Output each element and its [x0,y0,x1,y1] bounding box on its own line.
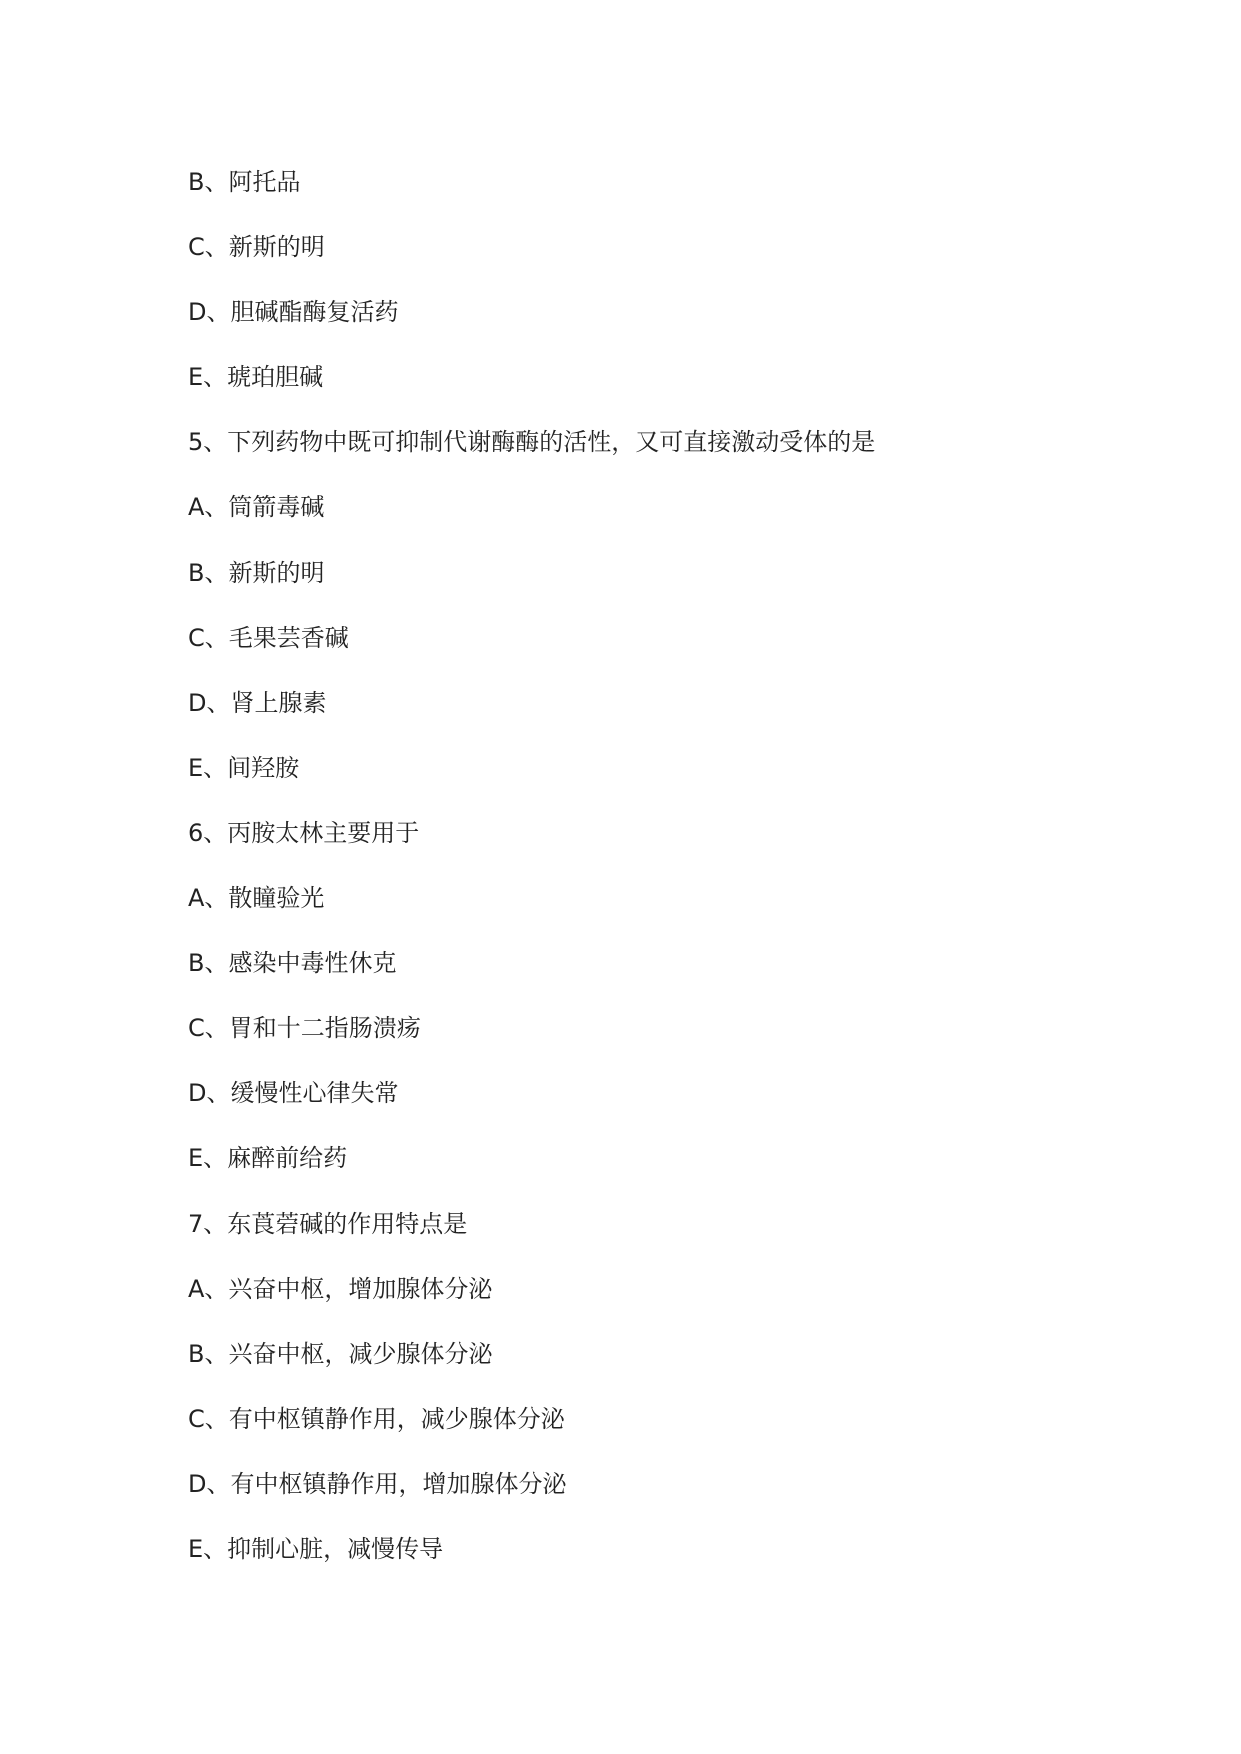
q7-option-e: E、抑制心脏，减慢传导 [188,1534,444,1563]
q5-option-b: B、新斯的明 [188,558,325,587]
q5-option-e: E、间羟胺 [188,753,300,782]
q6-option-d: D、缓慢性心律失常 [188,1079,399,1108]
q6-option-b: B、感染中毒性休克 [188,949,397,978]
q4-option-c: C、新斯的明 [188,233,325,262]
q7-option-c: C、有中枢镇静作用，减少腺体分泌 [188,1404,565,1433]
q6-stem: 6、丙胺太林主要用于 [188,818,420,847]
q7-stem: 7、东莨菪碱的作用特点是 [188,1209,468,1238]
q5-stem: 5、下列药物中既可抑制代谢酶酶的活性，又可直接激动受体的是 [188,428,876,457]
q6-option-e: E、麻醉前给药 [188,1144,348,1173]
q4-option-b: B、阿托品 [188,168,301,196]
q6-option-c: C、胃和十二指肠溃疡 [188,1014,421,1043]
q7-option-b: B、兴奋中枢，减少腺体分泌 [188,1339,493,1368]
q4-option-e: E、琥珀胆碱 [188,363,324,392]
q7-option-d: D、有中枢镇静作用，增加腺体分泌 [188,1469,567,1498]
q7-option-a: A、兴奋中枢，增加腺体分泌 [188,1274,493,1303]
q5-option-a: A、筒箭毒碱 [188,493,325,522]
q5-option-d: D、肾上腺素 [188,688,327,717]
q5-option-c: C、毛果芸香碱 [188,623,349,652]
q6-option-a: A、散瞳验光 [188,884,325,913]
q4-option-d: D、胆碱酯酶复活药 [188,298,399,327]
question-content [188,162,1188,1594]
